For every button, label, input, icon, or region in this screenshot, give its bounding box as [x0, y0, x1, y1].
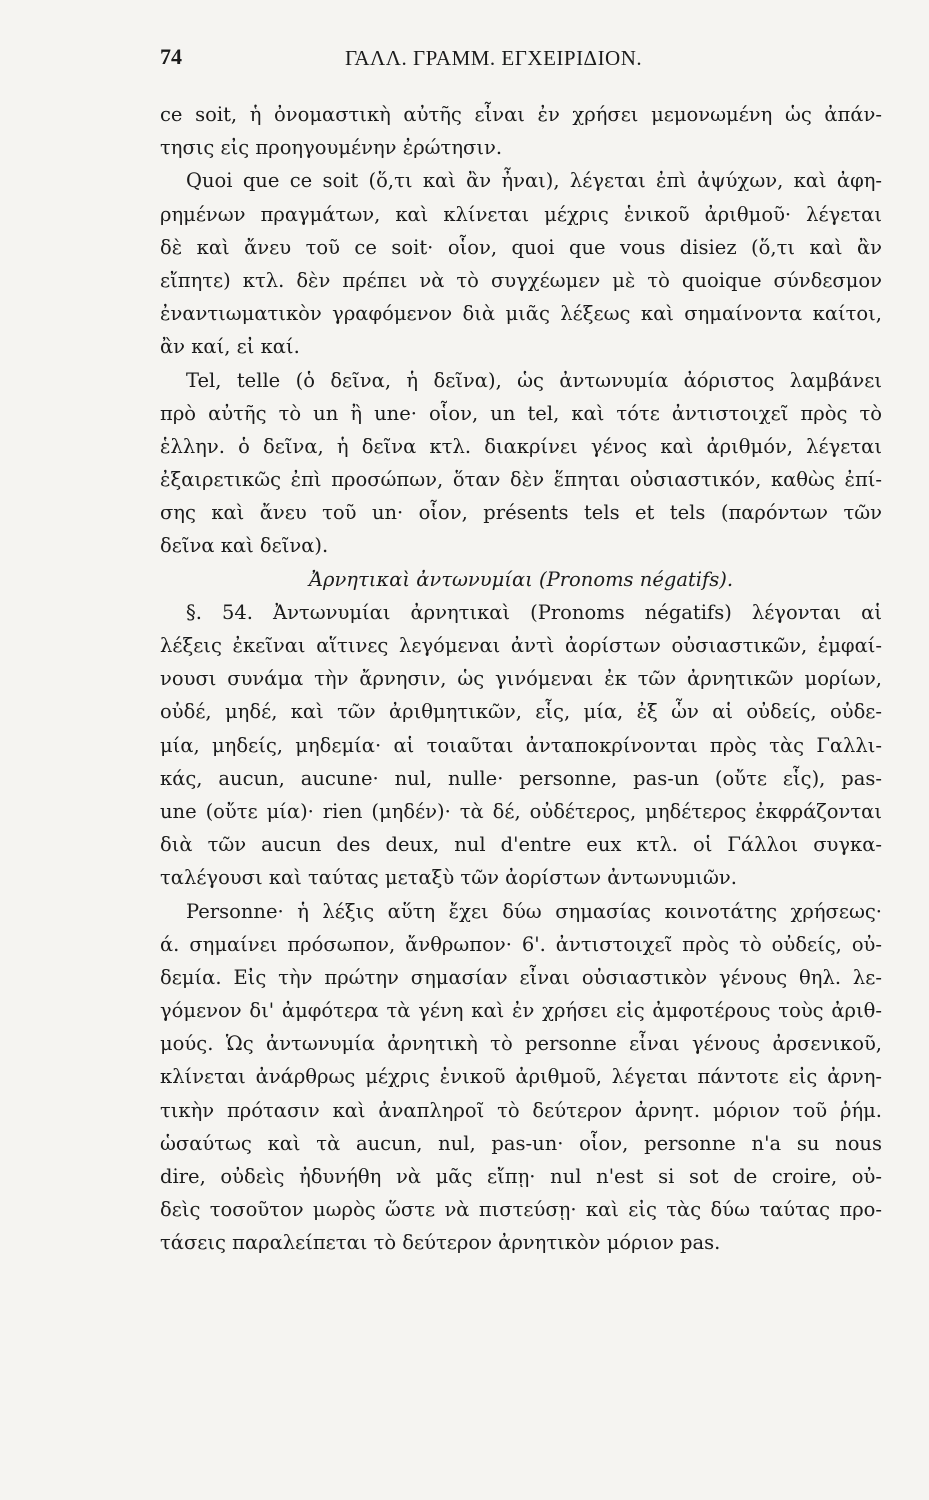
running-title: ΓΑΛΛ. ΓΡΑΜΜ. ΕΓΧΕΙΡΙΔΙΟΝ. — [345, 46, 643, 70]
text-line: μούς. Ὡς ἀντωνυμία ἀρνητικὴ τὸ personne εἶναι γένους ἀρσενικοῦ, — [160, 1032, 882, 1056]
text-line: δεμία. Εἰς τὴν πρώτην σημασίαν εἶναι οὐσιαστικὸν γένους θηλ. λε- — [160, 965, 882, 989]
section-heading: Ἀρνητικαὶ ἀντωνυμίαι (Pronoms négatifs). — [308, 567, 734, 591]
text-line: ταλέγουσι καὶ ταύτας μεταξὺ τῶν ἀορίστων ἀντωνυμιῶν. — [160, 866, 737, 890]
text-line: κάς, aucun, aucune· nul, nulle· personne, pas-un (οὔτε εἷς), pas- — [160, 766, 882, 790]
text-line: τάσεις παραλείπεται τὸ δεύτερον ἀρνητικὸν μόριον pas. — [160, 1231, 721, 1255]
text-line: διὰ τῶν aucun des deux, nul d'entre eux κτλ. οἱ Γάλλοι συγκα- — [160, 833, 882, 857]
text-line: ἐναντιωματικὸν γραφόμενον διὰ μιᾶς λέξεως καὶ σημαίνοντα καίτοι, — [160, 302, 882, 326]
text-line: ἑλλην. ὁ δεῖνα, ἡ δεῖνα κτλ. διακρίνει γένος καὶ ἀριθμόν, λέγεται — [160, 434, 882, 458]
text-line: δεὶς τοσοῦτον μωρὸς ὥστε νὰ πιστεύσῃ· καὶ εἰς τὰς δύω ταύτας προ- — [160, 1198, 882, 1222]
text-line: τικὴν πρότασιν καὶ ἀναπληροῖ τὸ δεύτερον ἀρνητ. μόριον τοῦ ῥήμ. — [160, 1098, 882, 1122]
text-line: Personne· ἡ λέξις αὕτη ἔχει δύω σημασίας κοινοτάτης χρήσεως· — [186, 899, 882, 923]
text-line: πρὸ αὐτῆς τὸ un ἢ une· οἷον, un tel, καὶ τότε ἀντιστοιχεῖ πρὸς τὸ — [160, 401, 882, 425]
text-line: τησις εἰς προηγουμένην ἐρώτησιν. — [160, 136, 503, 160]
text-line: §. 54. Ἀντωνυμίαι ἀρνητικαὶ (Pronoms négatifs) λέγονται αἱ — [186, 600, 882, 624]
text-line: ά. σημαίνει πρόσωπον, ἄνθρωπον· 6'. ἀντιστοιχεῖ πρὸς τὸ οὐδείς, οὐ- — [160, 932, 882, 956]
text-line: ce soit, ἡ ὀνομαστικὴ αὐτῆς εἶναι ἐν χρήσει μεμονωμένη ὡς ἀπάν- — [160, 103, 882, 126]
text-line: δεῖνα καὶ δεῖνα). — [160, 534, 329, 558]
text-line: dire, οὐδεὶς ἠδυνήθη νὰ μᾶς εἴπῃ· nul n'est si sot de croire, οὐ- — [160, 1165, 882, 1188]
text-line: γόμενον δι' ἀμφότερα τὰ γένη καὶ ἐν χρήσει εἰς ἀμφοτέρους τοὺς ἀριθ- — [160, 999, 882, 1023]
text-line: ρημένων πραγμάτων, καὶ κλίνεται μέχρις ἑνικοῦ ἀριθμοῦ· λέγεται — [160, 202, 882, 226]
body-text — [160, 98, 882, 1260]
text-line: κλίνεται ἀνάρθρως μέχρις ἑνικοῦ ἀριθμοῦ, λέγεται πάντοτε εἰς ἀρνη- — [160, 1065, 882, 1089]
text-line: ἐξαιρετικῶς ἐπὶ προσώπων, ὅταν δὲν ἕπηται οὐσιαστικόν, καθὼς ἐπί- — [160, 468, 882, 492]
text-line: σης καὶ ἄνευ τοῦ un· οἷον, présents tels et tels (παρόντων τῶν — [160, 501, 882, 525]
text-line: εἴπητε) κτλ. δὲν πρέπει νὰ τὸ συγχέωμεν μὲ τὸ quoique σύνδεσμον — [160, 268, 882, 292]
text-line: δὲ καὶ ἄνευ τοῦ ce soit· οἷον, quoi que vous disiez (ὅ,τι καὶ ἂν — [160, 235, 882, 259]
text-line: Tel, telle (ὁ δεῖνα, ἡ δεῖνα), ὡς ἀντωνυμία ἀόριστος λαμβάνει — [186, 368, 882, 392]
text-line: Quoi que ce soit (ὅ,τι καὶ ἂν ἦναι), λέγεται ἐπὶ ἀψύχων, καὶ ἀφη- — [186, 169, 882, 193]
text-line: ἂν καί, εἰ καί. — [160, 335, 300, 359]
page-header — [160, 44, 882, 84]
page-number: 74 — [160, 44, 182, 69]
text-line: ὡσαύτως καὶ τὰ aucun, nul, pas-un· οἷον, personne n'a su nous — [160, 1131, 882, 1155]
text-line: λέξεις ἐκεῖναι αἵτινες λεγόμεναι ἀντὶ ἀορίστων οὐσιαστικῶν, ἐμφαί- — [160, 634, 882, 657]
text-line: une (οὔτε μία)· rien (μηδέν)· τὰ δέ, οὐδέτερος, μηδέτερος ἐκφράζονται — [160, 799, 882, 823]
text-line: μία, μηδείς, μηδεμία· αἱ τοιαῦται ἀνταποκρίνονται πρὸς τὰς Γαλλι- — [160, 733, 882, 757]
text-line: οὐδέ, μηδέ, καὶ τῶν ἀριθμητικῶν, εἷς, μία, ἐξ ὧν αἱ οὐδείς, οὐδε- — [160, 700, 882, 724]
text-line: νουσι συνάμα τὴν ἄρνησιν, ὡς γινόμεναι ἐκ τῶν ἀρνητικῶν μορίων, — [160, 667, 882, 691]
